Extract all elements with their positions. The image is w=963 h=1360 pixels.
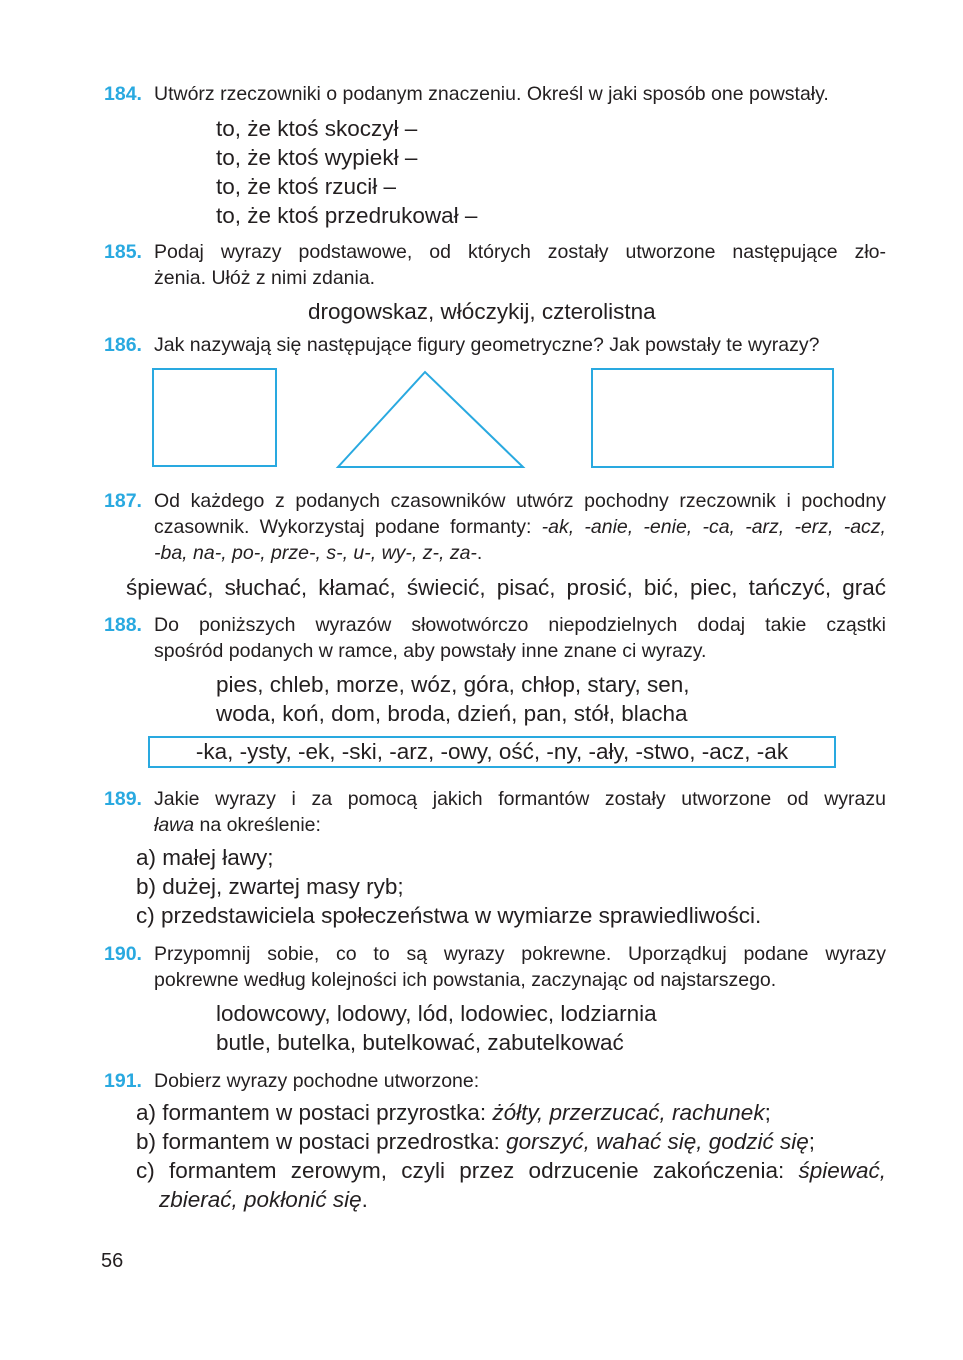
text-line: pies, chleb, morze, wóz, góra, chłop, stary, sen,	[216, 672, 690, 697]
instruction-text: czasownik. Wykorzystaj podane formanty:	[154, 516, 542, 538]
list-item: a) małej ławy;	[136, 845, 274, 870]
instruction-line: Do poniższych wyrazów słowotwórczo niepodzielnych dodaj takie cząstki	[154, 614, 886, 636]
exercise-instruction	[154, 786, 886, 838]
example-words: gorszyć, wahać się, godzić się	[506, 1129, 809, 1154]
square-shape	[153, 369, 276, 466]
instruction-text: na określenie:	[194, 814, 321, 836]
text-line: to, że ktoś rzucił –	[216, 174, 397, 199]
exercise-instruction	[154, 941, 886, 993]
instruction-line: Przypomnij sobie, co to są wyrazy pokrewne. Uporządkuj podane wyrazy	[154, 943, 886, 965]
exercise-instruction: Dobierz wyrazy pochodne utworzone:	[154, 1070, 480, 1092]
rectangle-shape	[592, 369, 833, 467]
list-item-continuation	[136, 1185, 886, 1214]
exercise-number: 187.	[104, 490, 142, 512]
item-text: ;	[764, 1100, 771, 1125]
item-text: c) formantem zerowym, czyli przez odrzucenie zakończenia:	[136, 1158, 799, 1183]
text-line: woda, koń, dom, broda, dzień, pan, stół, blacha	[216, 701, 688, 726]
formants: -ba, na-, po-, prze-, s-, u-, wy-, z-, za-	[154, 542, 477, 564]
geometric-figures	[0, 0, 963, 480]
page-number: 56	[101, 1250, 124, 1272]
formant-frame: -ka, -ysty, -ek, -ski, -arz, -owy, ość, -ny, -ały, -stwo, -acz, -ak	[148, 736, 836, 768]
exercise-189-items	[136, 843, 761, 930]
base-word: ława	[154, 814, 195, 836]
exercise-instruction	[154, 488, 886, 566]
instruction-line: pokrewne według kolejności ich powstania, zaczynając od najstarszego.	[154, 969, 777, 991]
exercise-190-lines	[216, 999, 657, 1057]
exercise-instruction: Jak nazywają się następujące figury geometryczne? Jak powstały te wyrazy?	[154, 334, 820, 356]
list-item	[136, 1127, 886, 1156]
exercise-191	[104, 1068, 886, 1094]
instruction-line: Od każdego z podanych czasowników utwórz pochodny rzeczownik i pochodny	[154, 490, 886, 512]
list-item: b) dużej, zwartej masy ryb;	[136, 874, 404, 899]
example-words: żółty, przerzucać, rachunek	[492, 1100, 765, 1125]
list-item	[136, 1156, 886, 1185]
instruction-line: spośród podanych w ramce, aby powstały inne znane ci wyrazy.	[154, 640, 707, 662]
list-item: c) przedstawiciela społeczeństwa w wymiarze sprawiedliwości.	[136, 903, 762, 928]
exercise-number: 190.	[104, 943, 142, 965]
list-item	[136, 1098, 886, 1127]
exercise-190	[104, 941, 886, 993]
example-words: zbierać, pokłonić się	[159, 1187, 362, 1212]
exercise-191-items	[136, 1098, 886, 1214]
exercise-188	[104, 612, 886, 664]
item-text: ;	[808, 1129, 816, 1154]
exercise-187	[104, 488, 886, 566]
exercise-instruction: Utwórz rzeczowniki o podanym znaczeniu. Określ w jaki sposób one powstały.	[154, 83, 829, 105]
exercise-number: 189.	[104, 788, 142, 810]
word-list: drogowskaz, włóczykij, czterolistna	[308, 299, 656, 324]
word-list: śpiewać, słuchać, kłamać, świecić, pisać, prosić, bić, piec, tańczyć, grać	[126, 575, 886, 600]
item-text: a) formantem w postaci przyrostka:	[136, 1100, 493, 1125]
item-text: b) formantem w postaci przedrostka:	[136, 1129, 507, 1154]
item-text: .	[361, 1187, 368, 1212]
instruction-line	[154, 540, 886, 566]
example-words: śpiewać,	[798, 1158, 886, 1183]
triangle-shape	[338, 372, 523, 467]
instruction-line: żenia. Ułóż z nimi zdania.	[154, 267, 376, 289]
text-line: butle, butelka, butelkować, zabutelkować	[216, 1030, 624, 1055]
text-line: to, że ktoś wypiekł –	[216, 145, 418, 170]
text-line: to, że ktoś przedrukował –	[216, 203, 478, 228]
exercise-188-lines	[216, 670, 690, 728]
exercise-number: 185.	[104, 241, 142, 263]
instruction-text: .	[476, 542, 483, 564]
instruction-line	[154, 812, 886, 838]
instruction-line: Podaj wyrazy podstawowe, od których zostały utworzone następujące zło-	[154, 241, 886, 263]
instruction-line: Jakie wyrazy i za pomocą jakich formantów zostały utworzone od wyrazu	[154, 788, 886, 810]
exercise-number: 188.	[104, 614, 142, 636]
formants: -ak, -anie, -enie, -ca, -arz, -erz, -acz,	[541, 516, 886, 538]
exercise-number: 184.	[104, 83, 142, 105]
text-line: lodowcowy, lodowy, lód, lodowiec, lodziarnia	[216, 1001, 657, 1026]
instruction-line	[154, 514, 886, 540]
exercise-instruction	[154, 612, 886, 664]
exercise-number: 191.	[104, 1070, 142, 1092]
text-line: to, że ktoś skoczył –	[216, 116, 418, 141]
exercise-189	[104, 786, 886, 838]
exercise-number: 186.	[104, 334, 142, 356]
